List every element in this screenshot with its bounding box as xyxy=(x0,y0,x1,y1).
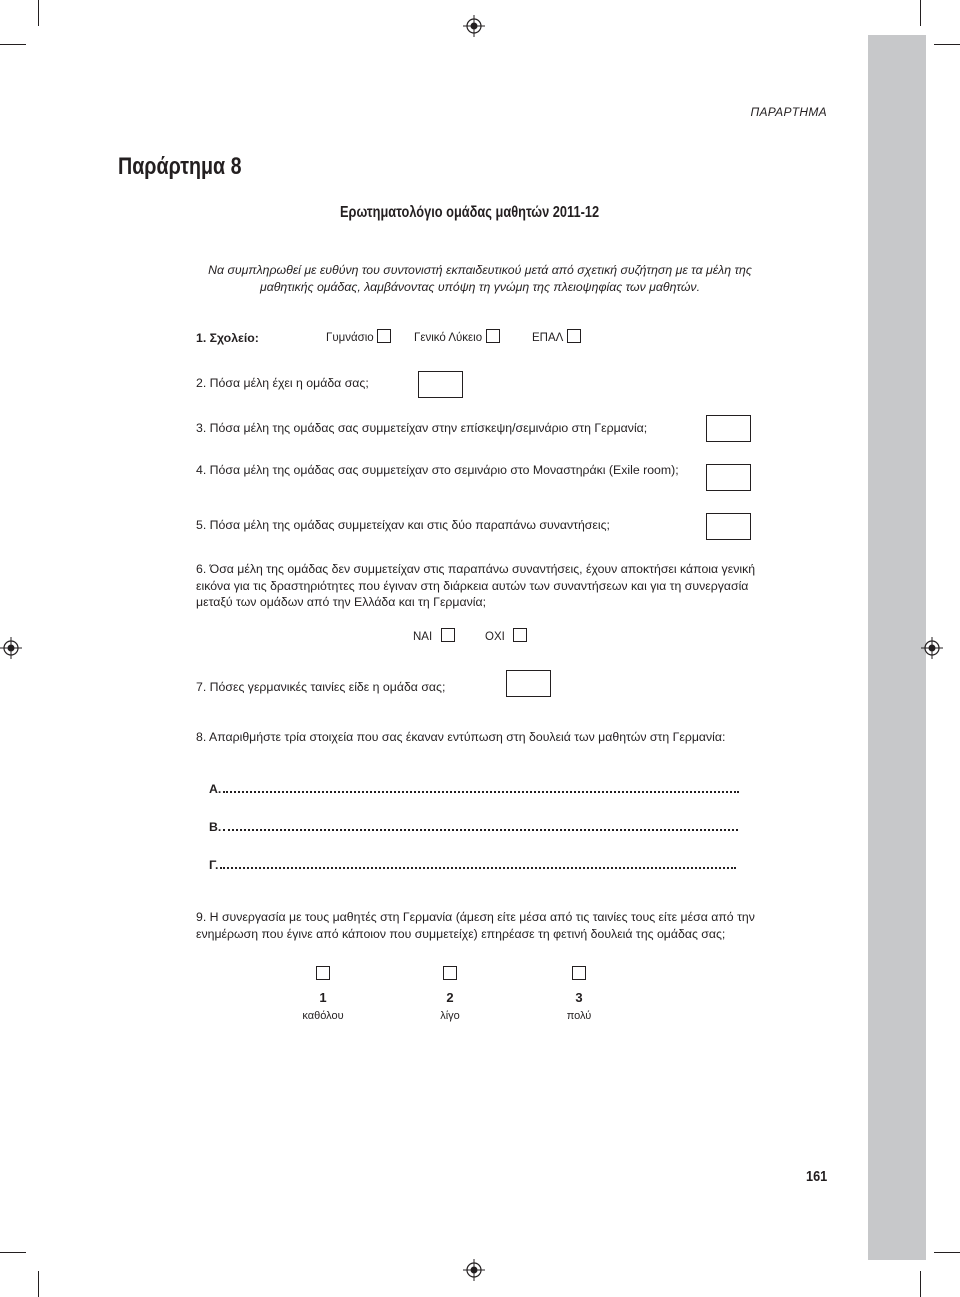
q9-scale-label-3: πολύ xyxy=(566,1010,592,1022)
q4-answer-box[interactable] xyxy=(706,464,751,491)
q7-label: 7. Πόσες γερμανικές ταινίες είδε η ομάδα σας; xyxy=(196,680,446,694)
margin-gray-bar xyxy=(868,35,926,1260)
q1-label: 1. Σχολείο: xyxy=(196,331,259,345)
q1-option-lykeio: Γενικό Λύκειο xyxy=(414,332,483,344)
q6-yes-label: ΝΑΙ xyxy=(413,631,433,643)
registration-mark-icon xyxy=(0,637,22,659)
q8-label: 8. Απαριθμήστε τρία στοιχεία που σας έκαναν εντύπωση στη δουλειά των μαθητών στη Γερμανία: xyxy=(196,730,726,744)
q9-checkbox-1[interactable] xyxy=(316,966,330,980)
q9-scale-number-1: 1 xyxy=(319,990,327,1005)
q8-answer-line-b[interactable]: Β. xyxy=(209,820,738,834)
annex-title: Παράρτημα 8 xyxy=(118,153,242,180)
registration-mark-icon xyxy=(463,1259,485,1281)
running-header: ΠΑΡΑΡΤΗΜΑ xyxy=(750,105,827,119)
q6-no-checkbox[interactable] xyxy=(513,628,527,642)
q6-no-label: ΟΧΙ xyxy=(485,631,505,643)
registration-mark-icon xyxy=(463,15,485,37)
q9-label: 9. Η συνεργασία με τους μαθητές στη Γερμανία (άμεση είτε μέσα από τις ταινίες τους είτε μέσα από την ενημέρωση που έγινε από κάποιον που συμμετείχε) επηρέασε τη φετινή δουλειά της ομάδας σας; xyxy=(196,910,755,941)
q2-label: 2. Πόσα μέλη έχει η ομάδα σας; xyxy=(196,376,369,390)
q9-scale-label-2: λίγο xyxy=(440,1010,460,1022)
q6-label: 6. Όσα μέλη της ομάδας δεν συμμετείχαν στις παραπάνω συναντήσεις, έχουν αποκτήσει κάποια γενική εικόνα για τις δραστηριότητες που έγιναν στη διάρκεια αυτών των συναντήσεων και για τη συνεργασία μεταξύ των ομάδων από την Ελλάδα και τη Γερμανία; xyxy=(196,562,756,609)
intro-paragraph: Να συμπληρωθεί με ευθύνη του συντονιστή εκπαιδευτικού μετά από σχετική συζήτηση με τα μέλη της μαθητικής ομάδας, λαμβάνοντας υπόψη τη γνώμη της πλειοψηφίας των μαθητών. xyxy=(208,263,752,294)
q7-answer-box[interactable] xyxy=(506,670,551,697)
q8-answer-line-c[interactable]: Γ. xyxy=(209,858,736,872)
q4-label: 4. Πόσα μέλη της ομάδας σας συμμετείχαν στο σεμινάριο στο Μοναστηράκι (Exile room); xyxy=(196,463,679,477)
q9-checkbox-2[interactable] xyxy=(443,966,457,980)
q1-checkbox-epal[interactable] xyxy=(567,329,581,343)
q1-checkbox-lykeio[interactable] xyxy=(486,329,500,343)
q9-scale-label-1: καθόλου xyxy=(302,1010,344,1022)
q5-label: 5. Πόσα μέλη της ομάδας συμμετείχαν και στις δύο παραπάνω συναντήσεις; xyxy=(196,518,610,532)
q2-answer-box[interactable] xyxy=(418,371,463,398)
q1-checkbox-gymnasio[interactable] xyxy=(377,329,391,343)
q6-yes-checkbox[interactable] xyxy=(441,628,455,642)
q3-label: 3. Πόσα μέλη της ομάδας σας συμμετείχαν στην επίσκεψη/σεμινάριο στη Γερμανία; xyxy=(196,421,648,435)
q9-scale-number-2: 2 xyxy=(446,990,454,1005)
q1-option-gymnasio: Γυμνάσιο xyxy=(326,332,374,344)
registration-mark-icon xyxy=(921,637,943,659)
q9-checkbox-3[interactable] xyxy=(572,966,586,980)
q1-option-epal: ΕΠΑΛ xyxy=(532,332,564,344)
page-number: 161 xyxy=(806,1168,828,1185)
q8-answer-line-a[interactable]: Α. xyxy=(209,782,739,796)
questionnaire-title: Ερωτηματολόγιο ομάδας μαθητών 2011-12 xyxy=(340,204,600,221)
q5-answer-box[interactable] xyxy=(706,513,751,540)
q9-scale-number-3: 3 xyxy=(575,990,583,1005)
q3-answer-box[interactable] xyxy=(706,415,751,442)
